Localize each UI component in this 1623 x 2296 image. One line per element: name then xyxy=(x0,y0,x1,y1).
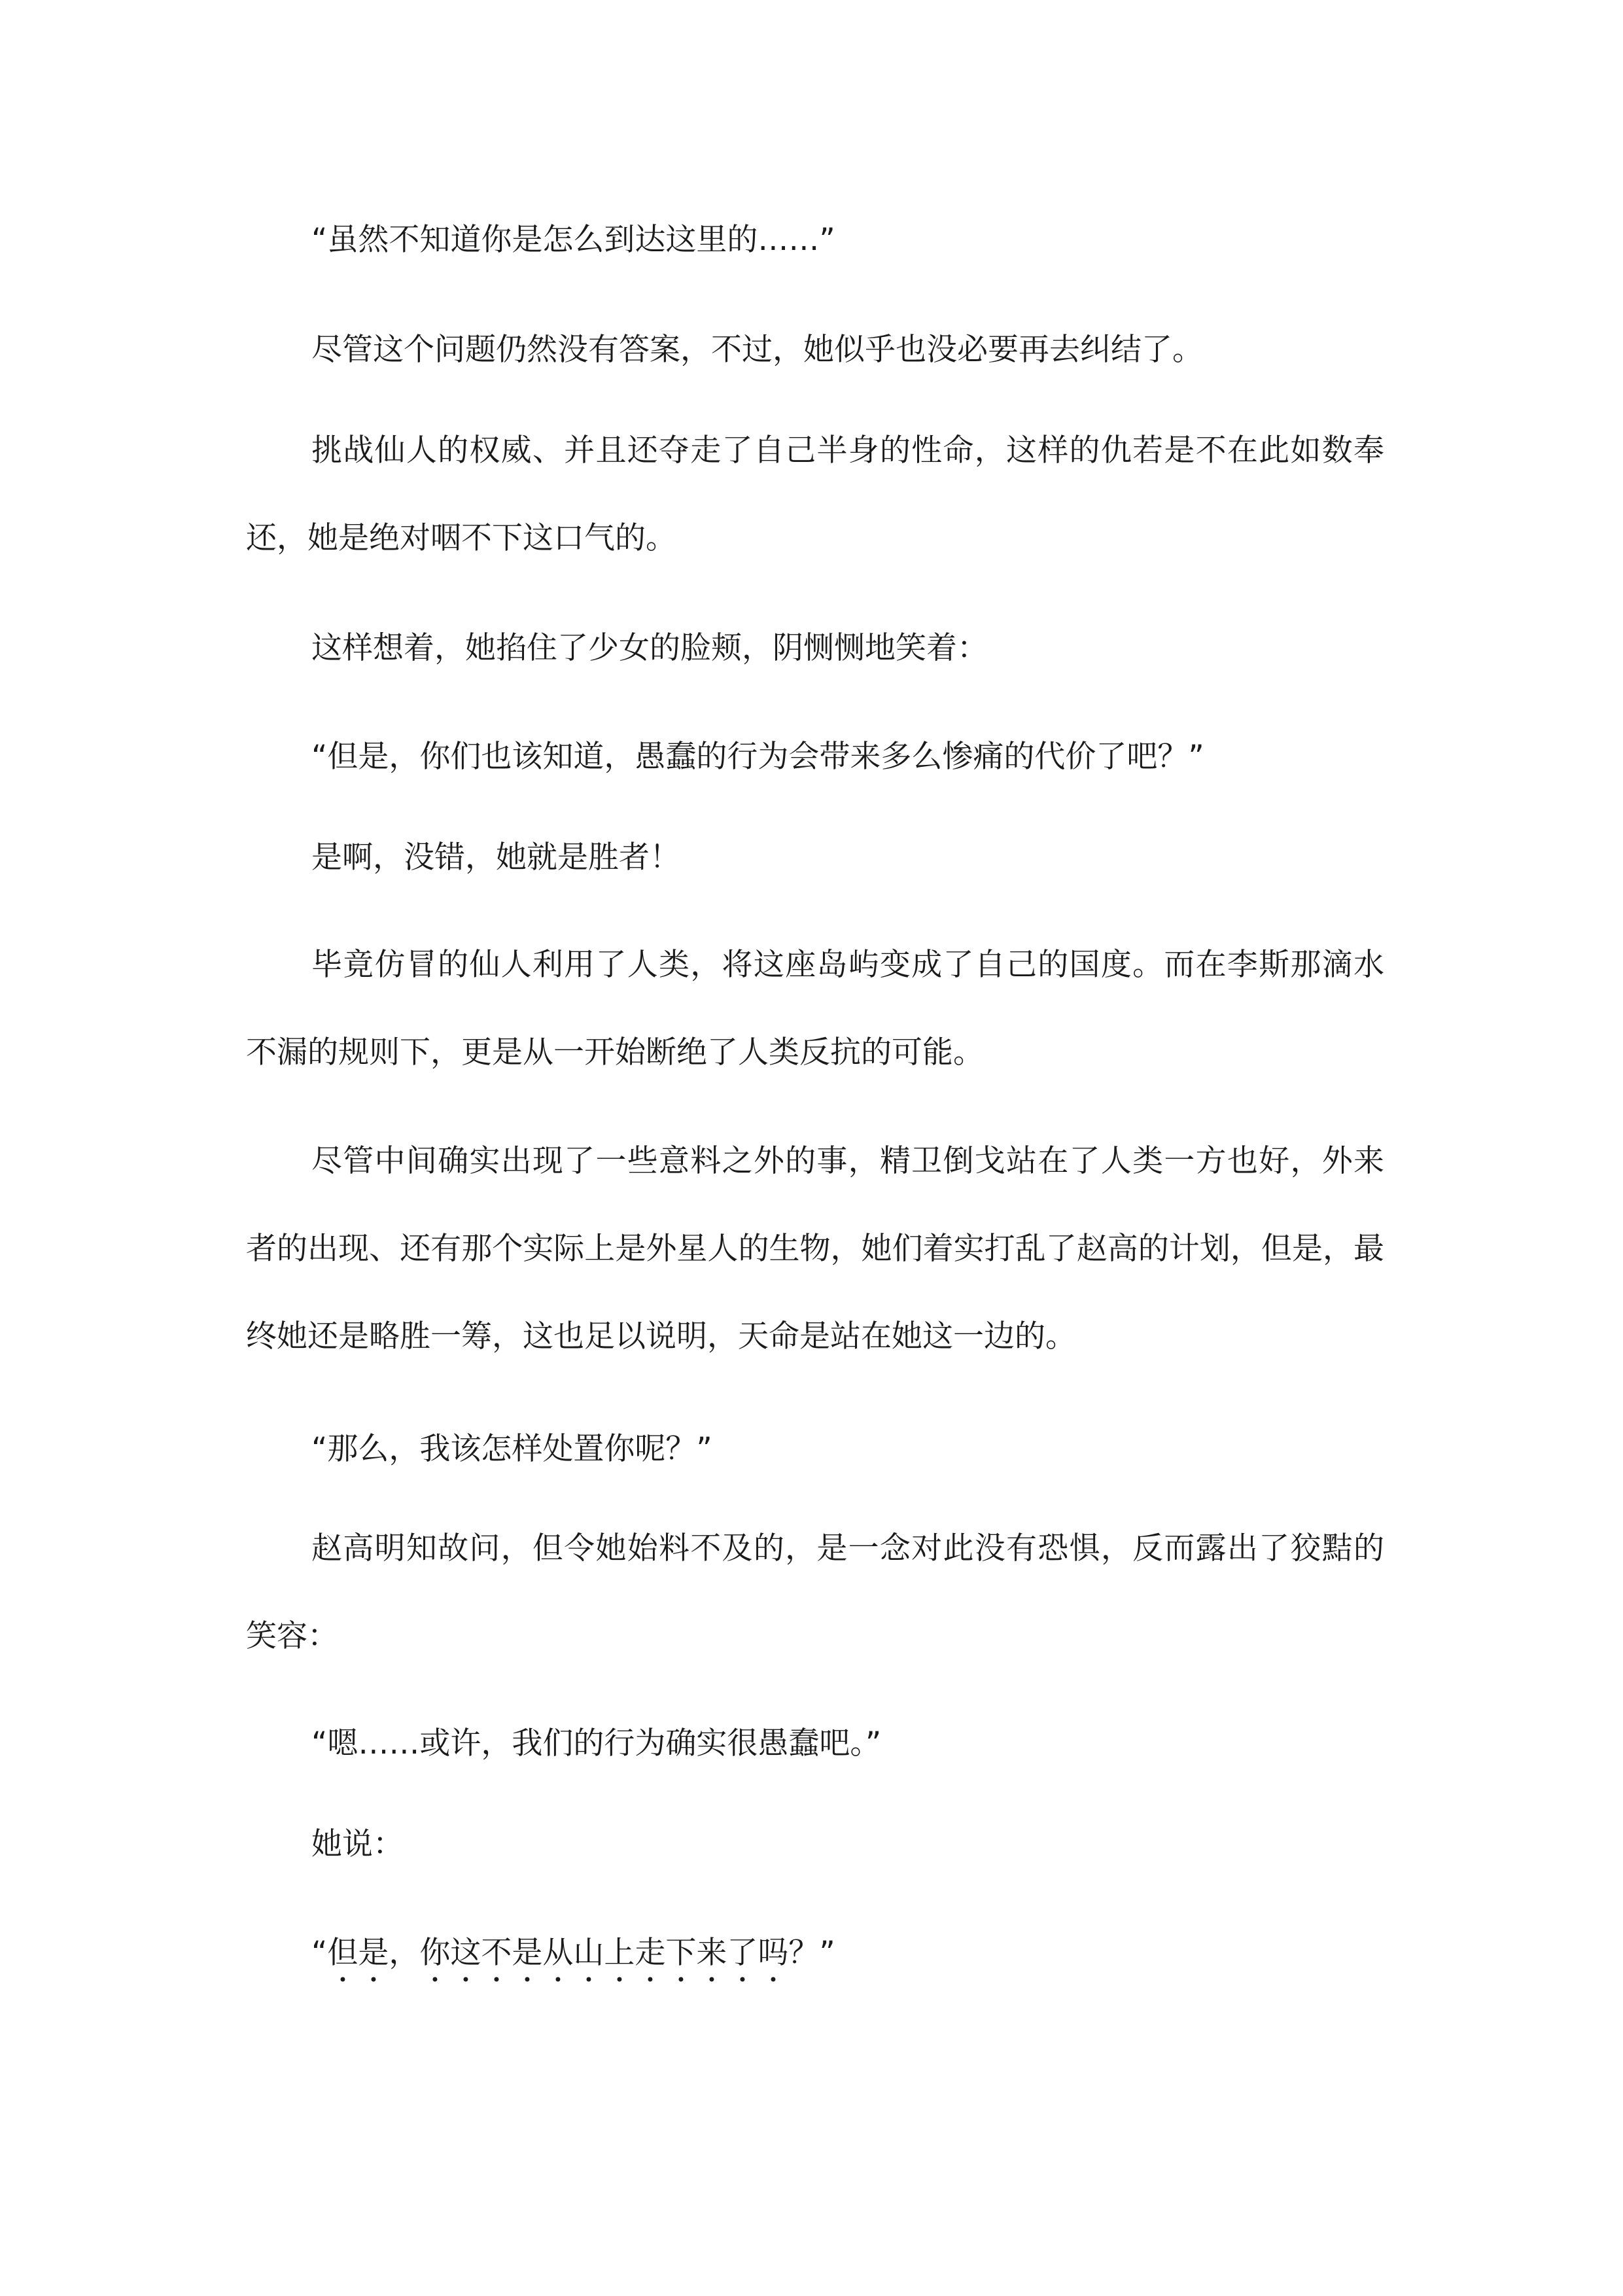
emphasized-phrase: 但是，你这不是从山上走下来了吗？ xyxy=(327,1935,820,1971)
paragraph-9: “那么，我该怎样处置你呢？” xyxy=(311,1431,712,1467)
paragraph-8: 尽管中间确实出现了一些意料之外的事，精卫倒戈站在了人类一方也好，外来者的出现、还有那个实际上是外星人的生物，她们着实打乱了赵高的计划，但是，最终她还是略胜一筹，这也足以说明，天命是站在她这一边的。 xyxy=(246,1143,1384,1354)
paragraph-11: “嗯……或许，我们的行为确实很愚蠢吧。” xyxy=(311,1725,882,1761)
paragraph-6: 是啊，没错，她就是胜者！ xyxy=(311,839,680,875)
paragraph-7: 毕竟仿冒的仙人利用了人类，将这座岛屿变成了自己的国度。而在李斯那滴水不漏的规则下，更是从一开始断绝了人类反抗的可能。 xyxy=(246,947,1384,1070)
paragraph-3: 挑战仙人的权威、并且还夺走了自己半身的性命，这样的仇若是不在此如数奉还，她是绝对咽不下这口气的。 xyxy=(246,433,1384,556)
paragraph-12: 她说： xyxy=(311,1826,404,1862)
paragraph-10: 赵高明知故问，但令她始料不及的，是一念对此没有恐惧，反而露出了狡黠的笑容： xyxy=(246,1530,1384,1654)
paragraph-1: “虽然不知道你是怎么到达这里的……” xyxy=(311,222,835,258)
paragraph-13 xyxy=(246,1909,1384,1997)
close-quote: ” xyxy=(819,1935,835,1971)
open-quote: “ xyxy=(311,1935,328,1971)
paragraph-4: 这样想着，她掐住了少女的脸颊，阴恻恻地笑着： xyxy=(311,630,988,666)
paragraph-5: “但是，你们也该知道，愚蠢的行为会带来多么惨痛的代价了吧？” xyxy=(311,739,1204,775)
paragraph-2: 尽管这个问题仍然没有答案，不过，她似乎也没必要再去纠结了。 xyxy=(311,332,1203,368)
